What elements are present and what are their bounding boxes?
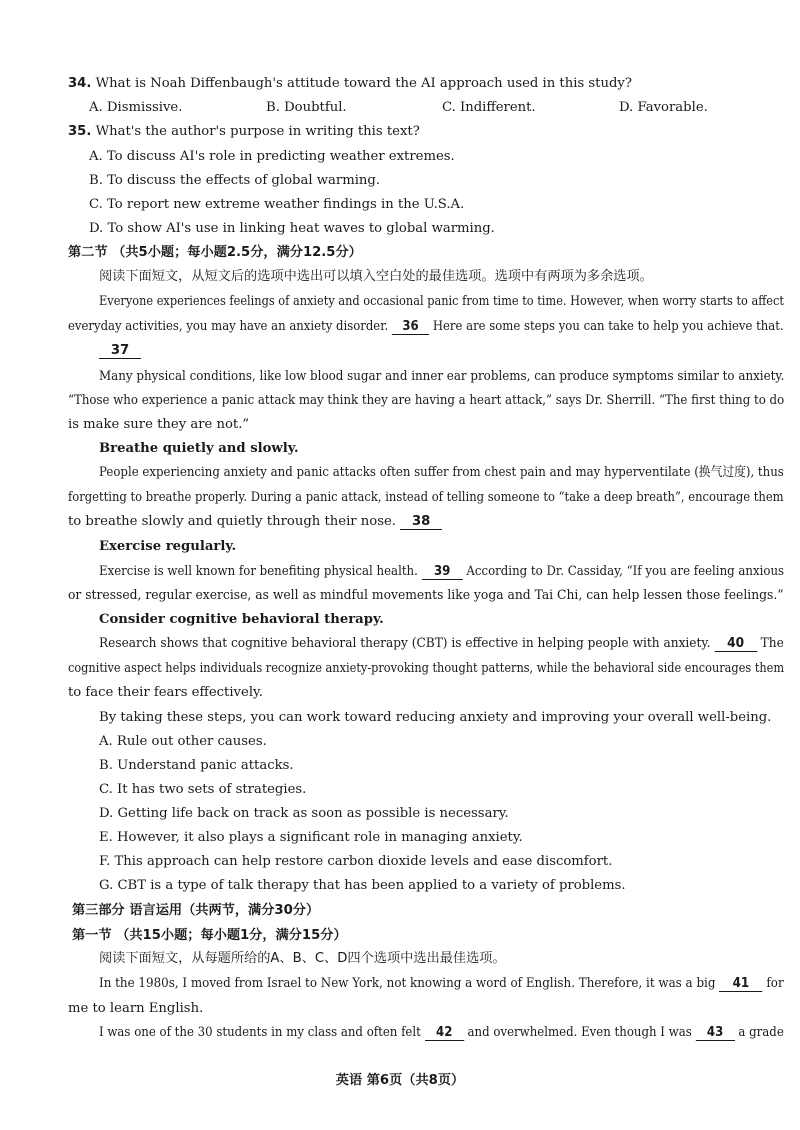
part-3-line1 (99, 976, 784, 992)
passage-p2-line3: is make sure they are not.” (68, 417, 250, 432)
part-3-line3 (99, 1025, 784, 1041)
choice-g: G. CBT is a type of talk therapy that has been applied to a variety of problems. (99, 878, 626, 893)
choice-a: A. Rule out other causes. (99, 734, 267, 749)
blank-36[interactable]: 36 (392, 320, 429, 335)
q34-option-a: A. Dismissive. (89, 100, 183, 115)
passage-p2-line1: Many physical conditions, like low blood sugar and inner ear problems, can produce symptoms similar to anxiety. (99, 369, 785, 384)
part-3-line3a: I was one of the 30 students in my class and often felt (99, 1025, 421, 1040)
question-35-stem: What's the author's purpose in writing this text? (95, 124, 420, 139)
blank-38[interactable]: 38 (400, 515, 442, 530)
blank-40[interactable]: 40 (714, 637, 756, 652)
part-3-line2: me to learn English. (68, 1001, 204, 1016)
page-footer: 英语 第6页（共8页） (335, 1073, 465, 1088)
passage-p1-line2a: everyday activities, you may have an anxiety disorder. (68, 319, 389, 334)
passage-p3-line2: forgetting to breathe properly. During a panic attack, instead of telling someone to “take a deep breath”, encourage them (68, 490, 784, 505)
section-2-instruction: 阅读下面短文，从短文后的选项中选出可以填入空白处的最佳选项。选项中有两项为多余选项。 (99, 269, 653, 284)
section-2-heading: 第二节 （共5小题；每小题2.5分，满分12.5分） (68, 245, 362, 260)
passage-blank-37-line (99, 343, 141, 359)
question-34-stem: What is Noah Diffenbaugh's attitude toward the AI approach used in this study? (95, 76, 632, 91)
part-3-line1a: In the 1980s, I moved from Israel to New York, not knowing a word of English. Therefore, it was a big (99, 976, 716, 991)
choice-c: C. It has two sets of strategies. (99, 782, 307, 797)
q35-option-c: C. To report new extreme weather findings in the U.S.A. (89, 197, 465, 212)
subheading-cbt: Consider cognitive behavioral therapy. (99, 612, 384, 627)
choice-d: D. Getting life back on track as soon as possible is necessary. (99, 806, 509, 821)
choice-e: E. However, it also plays a significant role in managing anxiety. (99, 830, 523, 845)
passage-p5-line1 (99, 636, 784, 652)
question-34-number: 34. (68, 76, 92, 91)
subheading-breathe: Breathe quietly and slowly. (99, 441, 299, 456)
passage-p4-line2: or stressed, regular exercise, as well as mindful movements like yoga and Tai Chi, can help lessen those feelings.” (68, 588, 784, 603)
question-35-number: 35. (68, 124, 92, 139)
blank-42[interactable]: 42 (425, 1026, 464, 1041)
passage-p2-line2: “Those who experience a panic attack may think they are having a heart attack,” says Dr. Sherrill. “The first thing to do (68, 393, 785, 408)
part-3-line3b: and overwhelmed. Even though I was (467, 1025, 692, 1040)
part-3-line1b: for (766, 976, 784, 991)
part-3-section-1-heading: 第一节 （共15小题；每小题1分，满分15分） (72, 928, 347, 943)
question-34 (68, 76, 632, 92)
q35-option-a: A. To discuss AI's role in predicting weather extremes. (89, 149, 455, 164)
q35-option-d: D. To show AI's use in linking heat waves to global warming. (89, 221, 495, 236)
question-35 (68, 124, 420, 140)
passage-p1-line1: Everyone experiences feelings of anxiety and occasional panic from time to time. However, when worry starts to affect (99, 294, 784, 309)
passage-p5-line2: cognitive aspect helps individuals recognize anxiety-provoking thought patterns, while the behavioral side encourages them (68, 661, 785, 676)
passage-p6: By taking these steps, you can work toward reducing anxiety and improving your overall well-being. (99, 710, 772, 725)
passage-p1-line2 (68, 319, 784, 335)
blank-41[interactable]: 41 (719, 977, 762, 992)
passage-p4-line1a: Exercise is well known for benefiting physical health. (99, 564, 418, 579)
passage-p4-line1b: According to Dr. Cassiday, “If you are feeling anxious (466, 564, 785, 579)
q34-option-d: D. Favorable. (619, 100, 708, 115)
passage-p3-line1: People experiencing anxiety and panic attacks often suffer from chest pain and may hyperventilate (换气过度), thus (99, 465, 784, 480)
part-3-heading: 第三部分 语言运用（共两节，满分30分） (72, 903, 320, 918)
blank-39[interactable]: 39 (422, 565, 463, 580)
q34-option-c: C. Indifferent. (442, 100, 536, 115)
passage-p1-line2b: Here are some steps you can take to help you achieve that. (432, 319, 784, 334)
passage-p3-line3 (68, 514, 442, 530)
choice-f: F. This approach can help restore carbon dioxide levels and ease discomfort. (99, 854, 613, 869)
q35-option-b: B. To discuss the effects of global warming. (89, 173, 381, 188)
choice-b: B. Understand panic attacks. (99, 758, 294, 773)
blank-43[interactable]: 43 (695, 1026, 734, 1041)
passage-p3-line3-text: to breathe slowly and quietly through their nose. (68, 514, 396, 529)
blank-37[interactable]: 37 (99, 344, 141, 359)
passage-p5-line1a: Research shows that cognitive behavioral therapy (CBT) is effective in helping people with anxiety. (99, 636, 711, 651)
q34-option-b: B. Doubtful. (266, 100, 347, 115)
passage-p4-line1 (99, 564, 784, 580)
passage-p5-line1b: The (760, 636, 784, 651)
passage-p5-line3: to face their fears effectively. (68, 685, 263, 700)
part-3-line3c: a grade (738, 1025, 784, 1040)
part-3-instruction: 阅读下面短文，从每题所给的A、B、C、D四个选项中选出最佳选项。 (99, 951, 506, 966)
subheading-exercise: Exercise regularly. (99, 539, 237, 554)
